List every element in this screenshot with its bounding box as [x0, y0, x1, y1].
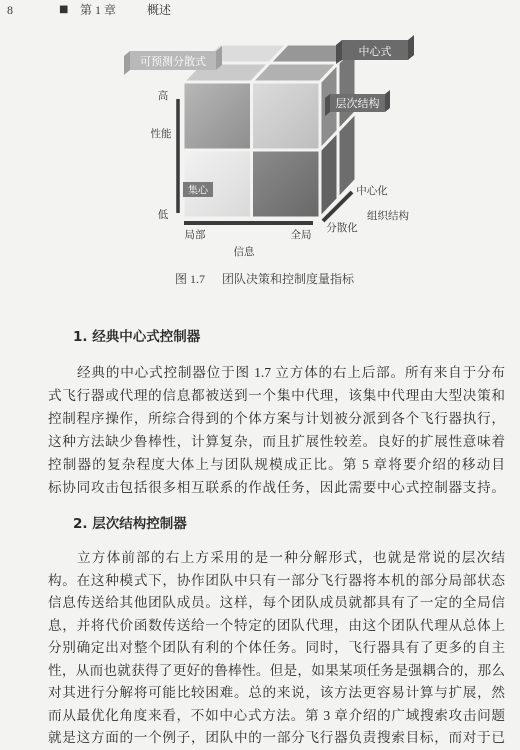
- chapter-number: 第 1 章: [80, 3, 117, 17]
- organization-axis-title: 组织结构: [367, 211, 409, 222]
- performance-low-label: 低: [157, 210, 169, 221]
- information-global-label: 全局: [290, 230, 312, 241]
- cube-tag-label: 集心: [188, 185, 208, 197]
- information-axis-title: 信息: [233, 247, 255, 258]
- body-line: 立方体前部的右上方采用的是一种分解形式，也就是常说的层次结: [77, 550, 505, 565]
- banner-label: 中心式: [358, 45, 392, 58]
- organization-centralized-label: 中心化: [356, 186, 388, 197]
- body-line: 性，从而也就获得了更好的鲁棒性。但是，如果某项任务是强耦合的，那么: [48, 662, 505, 678]
- body-line: 标协同攻击包括很多相互联系的作战任务，因此需要中心式控制器支持。: [48, 480, 505, 495]
- banner-label: 层次结构: [335, 97, 380, 110]
- chapter-title: 概述: [147, 3, 172, 17]
- cube-front-lower-right: [252, 150, 321, 218]
- section-heading: 2. 层次结构控制器: [73, 516, 187, 532]
- section-body: [48, 361, 505, 499]
- banner-fold-right: [385, 90, 390, 112]
- cube-front-upper-left: [183, 82, 252, 150]
- body-line: 经典的中心式控制器位于图 1.7 立方体的右上后部。所有来自于分布: [77, 365, 505, 380]
- section-body: [48, 547, 505, 750]
- body-line: 这种方法缺少鲁棒性，计算复杂，而且扩展性较差。良好的扩展性意味着: [48, 434, 505, 449]
- cube-tag: [183, 182, 213, 197]
- body-line: 控制程序操作，所综合得到的个体方案与计划被分派到各个飞行器执行，: [48, 411, 505, 426]
- body-line: 信息传送给其他团队成员。这样，每个团队成员就都具有了一定的全局信: [48, 595, 505, 610]
- figure-caption: [175, 271, 354, 287]
- banner-centralized: [336, 35, 414, 64]
- body-line: 构。在这种模式下，协作团队中只有一部分飞行器将本机的部分局部状态: [48, 572, 505, 588]
- body-line: 式飞行器或代理的信息都被送到一个集中代理，该集中代理由大型决策和: [48, 388, 505, 403]
- performance-high-label: 高: [157, 91, 169, 102]
- information-local-label: 局部: [184, 230, 206, 241]
- body-line: 分别确定出对整个团队有利的个体任务。同时，飞行器具有了更多的自主: [48, 640, 505, 655]
- body-line: 就是这方面的一个例子，团队中的一部分飞行器负责搜索目标，而对于已: [48, 730, 505, 745]
- performance-axis-title: 性能: [150, 129, 172, 140]
- banner-fold-left: [124, 51, 130, 75]
- body-line: 控制器的复杂程度大体上与团队规模成正比。第 5 章将要介绍的移动目: [48, 457, 505, 472]
- body-line: 对其进行分解将可能比较困难。总的来说，该方法更容易计算与扩展，然: [48, 685, 505, 700]
- header-square-marker: ■: [59, 4, 69, 15]
- page-number: 8: [7, 3, 13, 17]
- body-line: 而从最优化角度来看，不如中心式方法。第 3 章介绍的广域搜索攻击问题: [48, 707, 505, 723]
- team-metrics-cube-figure: [0, 0, 520, 262]
- body-line: 息，并将代价函数传送给一个特定的团队代理，由这个团队代理从总体上: [48, 617, 505, 633]
- organization-decentralized-label: 分散化: [326, 223, 358, 234]
- banner-label: 可预测分散式: [140, 55, 206, 68]
- cube-front-upper-right: [252, 82, 321, 150]
- section-heading: 1. 经典中心式控制器: [73, 329, 201, 345]
- figure-number: 图 1.7: [175, 272, 206, 286]
- banner-fold-right: [408, 35, 414, 60]
- figure-title: 团队决策和控制度量指标: [222, 272, 355, 286]
